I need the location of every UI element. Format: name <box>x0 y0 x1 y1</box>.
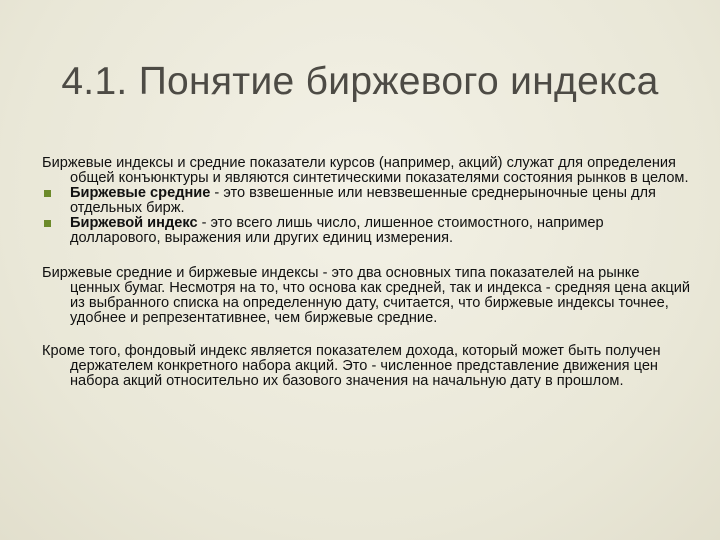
definition-term: Биржевые средние <box>70 185 211 201</box>
definition-item-index <box>42 216 692 246</box>
definition-item-averages <box>42 186 692 216</box>
income-paragraph: Кроме того, фондовый индекс является показателем дохода, который может быть получен держателем конкретного набора акций. Это - численное представление движения цен набора акций относительно их базового значения на начальную дату в прошлом. <box>42 343 661 389</box>
definition-text: - это всего лишь число, лишенное стоимостного, например долларового, выражения или других единиц измерения. <box>70 215 604 246</box>
square-bullet-icon <box>44 190 51 197</box>
definition-text: - это взвешенные или невзвешенные среднерыночные цены для отдельных бирж. <box>70 185 656 216</box>
square-bullet-icon <box>44 220 51 227</box>
comparison-paragraph: Биржевые средние и биржевые индексы - это два основных типа показателей на рынке ценных бумаг. Несмотря на то, что основа как средней, так и индекса - средняя цена акций из выбранного списка на определенную дату, считается, что биржевые индексы точнее, удобнее и репрезентативнее, чем биржевые средние. <box>42 265 691 326</box>
intro-paragraph: Биржевые индексы и средние показатели курсов (например, акций) служат для определения общей конъюнктуры и являются синтетическими показателями состояния рынков в целом. <box>42 155 689 186</box>
definition-list <box>42 186 692 246</box>
slide-body <box>42 156 692 389</box>
definition-term: Биржевой индекс <box>70 215 198 231</box>
slide-title: 4.1. Понятие биржевого индекса <box>61 60 659 103</box>
